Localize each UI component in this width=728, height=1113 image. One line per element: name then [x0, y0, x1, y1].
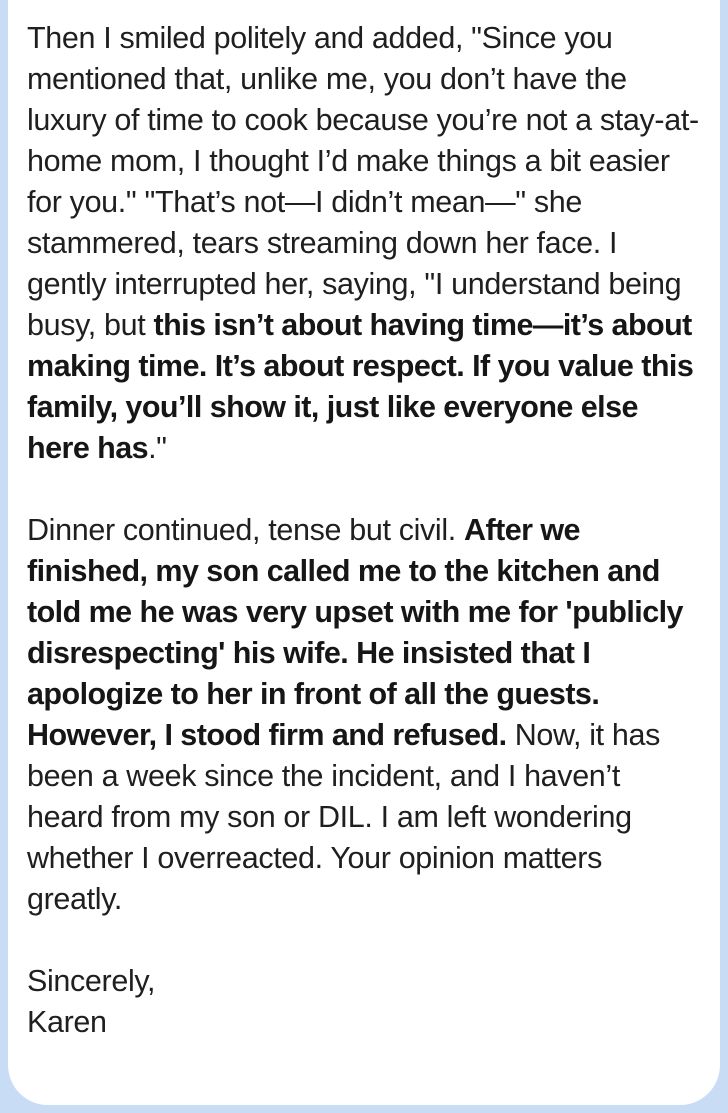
- signoff-name: Karen: [27, 1005, 107, 1039]
- bold-paragraph-text: this isn’t about having time—it’s about making time. It’s about respect. If you value this family, you’ll show it, just like everyone else here has: [27, 308, 694, 465]
- paragraph-gap: [27, 920, 702, 961]
- signoff-closing: Sincerely,: [27, 964, 156, 998]
- paragraph-gap: [27, 469, 702, 510]
- message-bubble: [8, 0, 720, 1105]
- message-paragraph: [27, 510, 702, 920]
- paragraph-text: Dinner continued, tense but civil.: [27, 513, 465, 547]
- paragraph-text: Now, it has been a week since the incident, and I haven’t heard from my son or DIL. I am left wondering whether I overreacted. Your opinion matters greatly.: [27, 718, 661, 916]
- message-paragraph: [27, 18, 702, 469]
- bold-paragraph-text: After we finished, my son called me to the kitchen and told me he was very upset with me for 'publicly disrespecting' his wife. He insisted that I apologize to her in front of all the guests. However, I stood firm and refused.: [27, 513, 683, 752]
- paragraph-text: Then I smiled politely and added, "Since you mentioned that, unlike me, you don’t have the luxury of time to cook because you’re not a stay-at-home mom, I thought I’d make things a bit easier for you." "That’s not—I didn’t mean—" she stammered, tears streaming down her face. I gently interrupted her, saying, "I understand being busy, but: [27, 21, 699, 342]
- paragraph-text: .": [148, 431, 167, 465]
